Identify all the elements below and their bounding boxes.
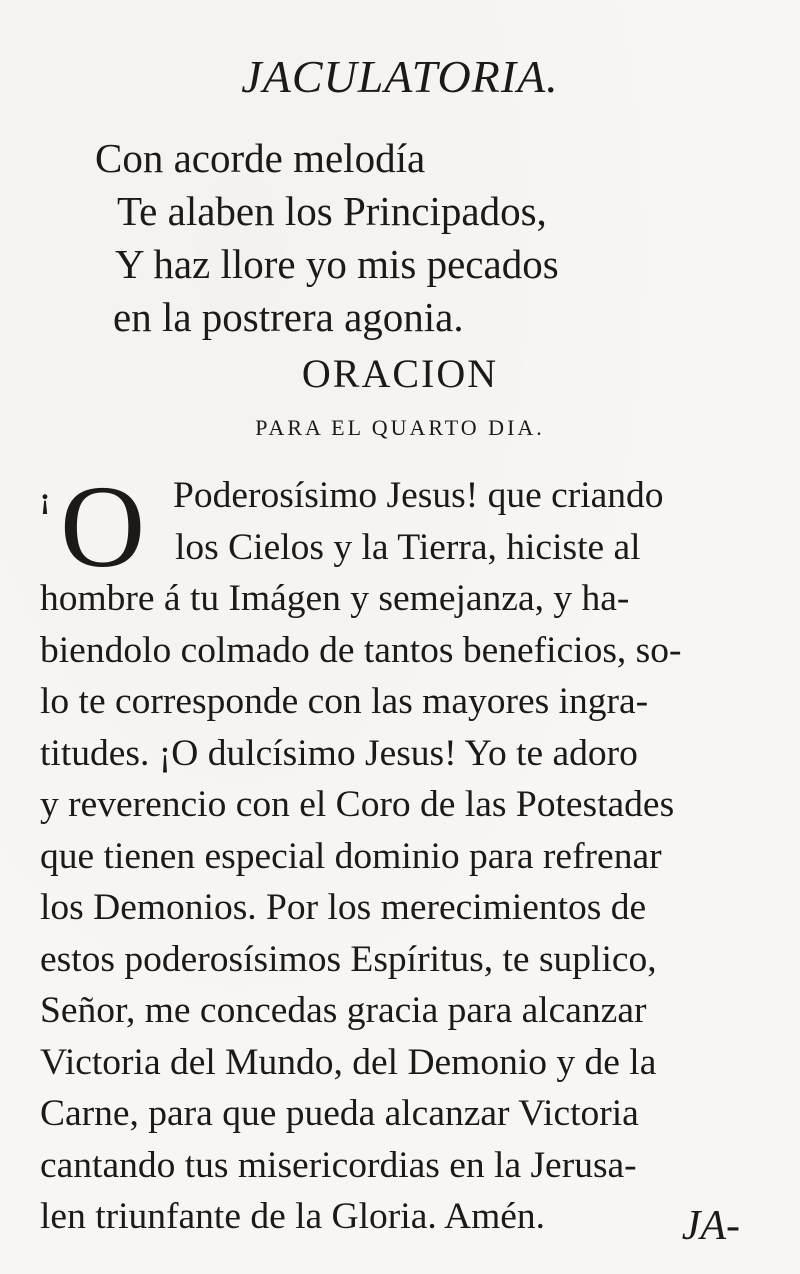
verse-line: en la postrera agonia. xyxy=(113,294,464,340)
prayer-line: que tienen especial dominio para refrenar xyxy=(40,835,662,877)
prayer-line: Victoria del Mundo, del Demonio y de la xyxy=(40,1041,657,1083)
prayer-line: y reverencio con el Coro de las Potestades xyxy=(40,784,675,825)
prayer-line: los Demonios. Por los merecimientos de xyxy=(40,887,647,928)
prayer-line: lo te corresponde con las mayores ingra- xyxy=(40,681,649,722)
prayer-line: Carne, para que pueda alcanzar Victoria xyxy=(40,1093,639,1134)
catchword: JA- xyxy=(681,1203,740,1249)
prayer-line: len triunfante de la Gloria. Amén. xyxy=(40,1196,546,1237)
running-head: JACULATORIA. xyxy=(241,51,559,102)
prayer-text xyxy=(40,461,770,1243)
prayer-line: Poderosísimo Jesus! que criando xyxy=(173,475,664,516)
prayer-line: Señor, me concedas gracia para alcanzar xyxy=(40,990,647,1031)
prayer-line: hombre á tu Imágen y semejanza, y ha- xyxy=(40,578,630,619)
prayer-line: titudes. ¡O dulcísimo Jesus! Yo te adoro xyxy=(40,732,638,774)
prayer-line: estos poderosísimos Espíritus, te suplico, xyxy=(40,938,657,980)
verse-line: Con acorde melodía xyxy=(95,135,426,181)
prayer-line: los Cielos y la Tierra, hiciste al xyxy=(175,526,641,568)
inverted-exclamation: ¡ xyxy=(40,482,50,515)
verse-stanza xyxy=(95,132,735,344)
prayer-line: cantando tus misericordias en la Jerusa- xyxy=(40,1144,637,1186)
drop-cap: O xyxy=(60,461,146,592)
section-subtitle: PARA EL QUARTO DIA. xyxy=(255,415,545,440)
section-title: ORACION xyxy=(301,351,499,396)
prayer-line: biendolo colmado de tantos beneficios, so- xyxy=(40,629,682,671)
verse-line: Y haz llore yo mis pecados xyxy=(115,241,559,287)
verse-line: Te alaben los Principados, xyxy=(117,188,547,234)
